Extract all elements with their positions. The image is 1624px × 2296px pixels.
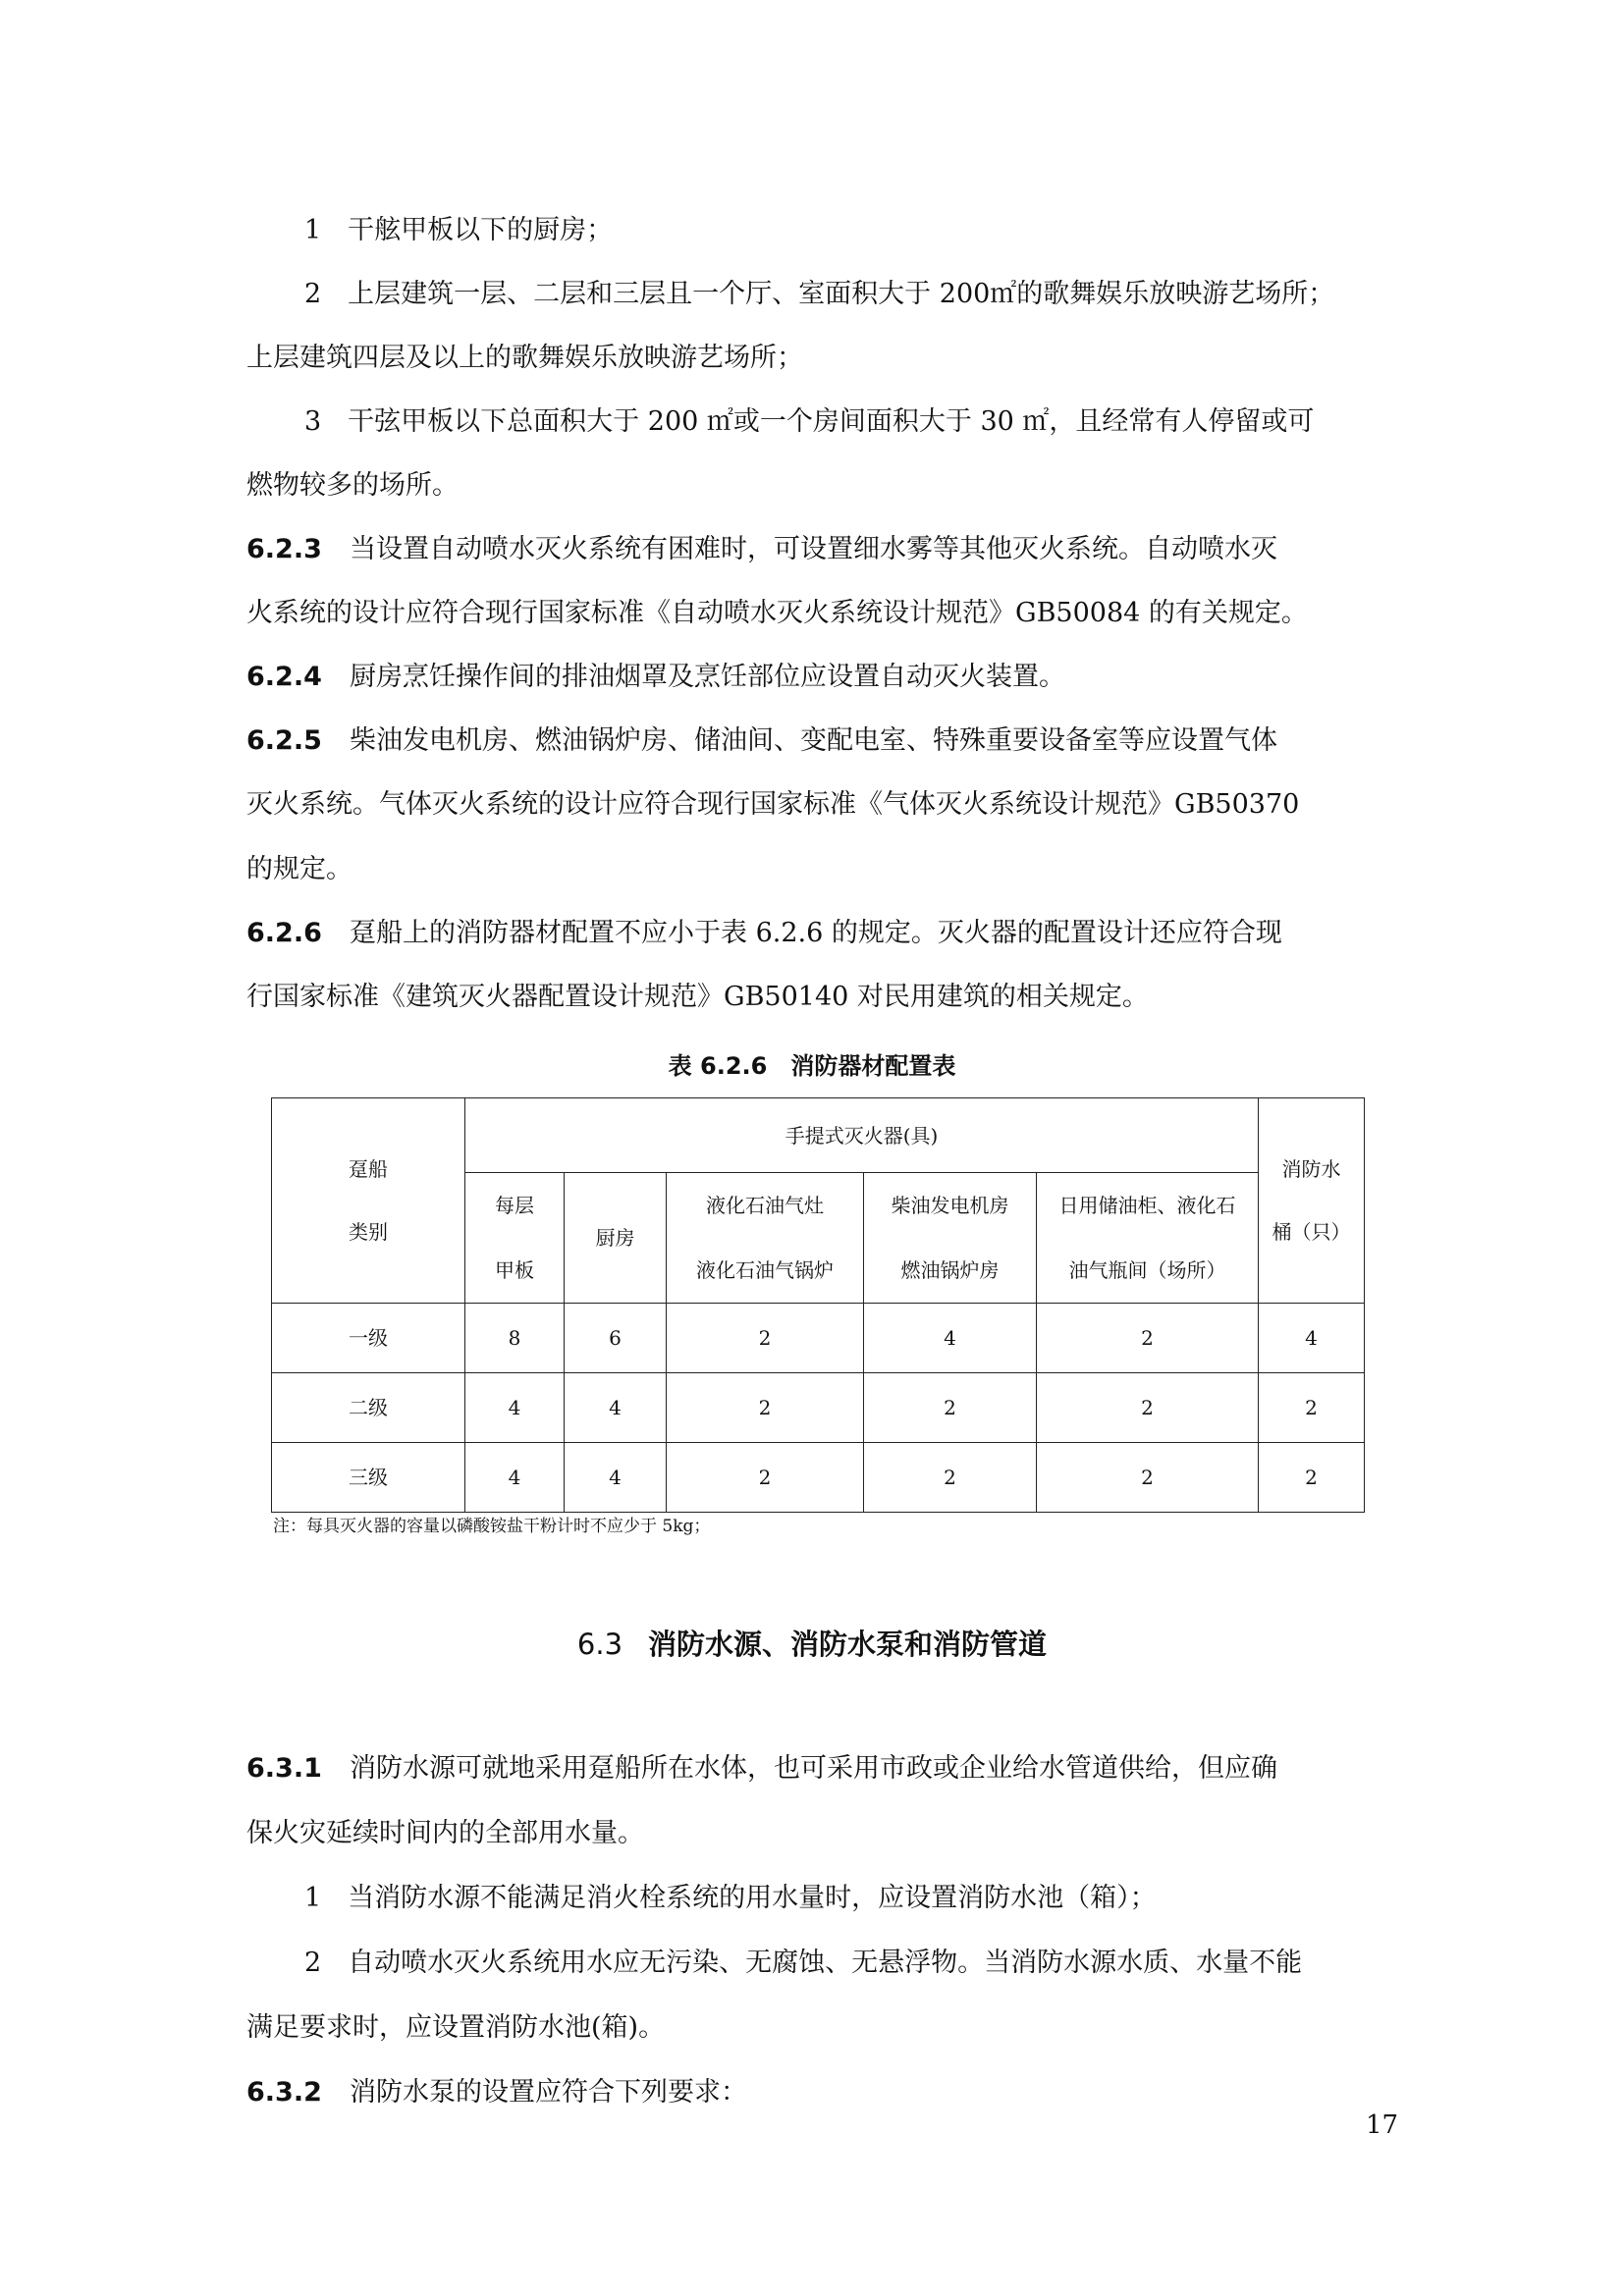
clause-6-2-6-line-1 <box>246 914 1282 953</box>
section-title: 消防水源、消防水泵和消防管道 <box>648 1628 1048 1661</box>
clause-text: 趸船上的消防器材配置不应小于表 6.2.6 的规定。灭火器的配置设计还应符合现 <box>350 918 1282 948</box>
clause-6-2-3-line-2: 火系统的设计应符合现行国家标准《自动喷水灭火系统设计规范》GB50084 的有关规定。 <box>246 598 1308 628</box>
table-row <box>272 1373 1365 1443</box>
cell-diesel: 2 <box>864 1443 1037 1513</box>
fire-equipment-table <box>271 1097 1365 1513</box>
cell-kitchen: 6 <box>565 1304 667 1373</box>
cell-deck: 4 <box>465 1373 565 1443</box>
cell-diesel: 4 <box>864 1304 1037 1373</box>
cell-grade: 二级 <box>272 1373 465 1443</box>
cell-tank: 2 <box>1037 1373 1259 1443</box>
clause-6-2-5-line-3: 的规定。 <box>246 854 352 884</box>
clause-6-3-2 <box>246 2073 747 2112</box>
table-note: 注：每具灭火器的容量以磷酸铵盐干粉计时不应少于 5kg； <box>273 1517 711 1536</box>
clause-number: 6.2.6 <box>246 918 322 948</box>
item-3-line-1: 3 干弦甲板以下总面积大于 200 ㎡或一个房间面积大于 30 ㎡，且经常有人停留或可 <box>304 406 1315 437</box>
clause-6-3-1-line-2: 保火灾延续时间内的全部用水量。 <box>246 1818 644 1848</box>
cell-lpg: 2 <box>667 1373 864 1443</box>
page-number: 17 <box>1366 2110 1399 2140</box>
clause-number: 6.3.1 <box>246 1753 322 1784</box>
cell-bucket: 2 <box>1259 1373 1365 1443</box>
clause-6-2-3-line-1 <box>246 530 1277 569</box>
table-caption: 表 6.2.6 消防器材配置表 <box>668 1052 956 1080</box>
clause-text: 消防水泵的设置应符合下列要求： <box>350 2077 747 2108</box>
clause-6-3-1-line-1 <box>246 1749 1277 1789</box>
header-fire-bucket: 消防水 桶（只） <box>1259 1098 1365 1304</box>
clause-6-2-5-line-2: 灭火系统。气体灭火系统的设计应符合现行国家标准《气体灭火系统设计规范》GB50370 <box>246 789 1300 820</box>
header-kitchen: 厨房 <box>565 1173 667 1304</box>
cell-grade: 一级 <box>272 1304 465 1373</box>
cell-lpg: 2 <box>667 1443 864 1513</box>
cell-grade: 三级 <box>272 1443 465 1513</box>
cell-tank: 2 <box>1037 1443 1259 1513</box>
cell-bucket: 4 <box>1259 1304 1365 1373</box>
clause-number: 6.2.4 <box>246 662 322 692</box>
item-6-3-1-1: 1 当消防水源不能满足消火栓系统的用水量时，应设置消防水池（箱）； <box>304 1883 1157 1913</box>
clause-text: 消防水源可就地采用趸船所在水体，也可采用市政或企业给水管道供给，但应确 <box>350 1753 1277 1784</box>
cell-deck: 8 <box>465 1304 565 1373</box>
item-2-line-1: 2 上层建筑一层、二层和三层且一个厅、室面积大于 200㎡的歌舞娱乐放映游艺场所； <box>304 279 1335 309</box>
cell-tank: 2 <box>1037 1304 1259 1373</box>
item-6-3-1-2-line-1: 2 自动喷水灭火系统用水应无污染、无腐蚀、无悬浮物。当消防水源水质、水量不能 <box>304 1948 1303 1978</box>
header-vessel-class: 趸船 类别 <box>272 1098 465 1304</box>
item-2-line-2: 上层建筑四层及以上的歌舞娱乐放映游艺场所； <box>246 343 803 373</box>
cell-bucket: 2 <box>1259 1443 1365 1513</box>
cell-kitchen: 4 <box>565 1373 667 1443</box>
header-diesel: 柴油发电机房 燃油锅炉房 <box>864 1173 1037 1304</box>
cell-kitchen: 4 <box>565 1443 667 1513</box>
section-number: 6.3 <box>576 1628 623 1661</box>
clause-6-2-5-line-1 <box>246 721 1277 761</box>
header-per-deck: 每层 甲板 <box>465 1173 565 1304</box>
header-oil-tank: 日用储油柜、液化石 油气瓶间（场所） <box>1037 1173 1259 1304</box>
cell-deck: 4 <box>465 1443 565 1513</box>
clause-6-2-6-line-2: 行国家标准《建筑灭火器配置设计规范》GB50140 对民用建筑的相关规定。 <box>246 982 1149 1012</box>
cell-diesel: 2 <box>864 1373 1037 1443</box>
clause-number: 6.3.2 <box>246 2077 322 2108</box>
item-6-3-1-2-line-2: 满足要求时，应设置消防水池(箱)。 <box>246 2012 666 2043</box>
clause-number: 6.2.5 <box>246 725 322 756</box>
clause-text: 当设置自动喷水灭火系统有困难时，可设置细水雾等其他灭火系统。自动喷水灭 <box>350 534 1277 564</box>
clause-number: 6.2.3 <box>246 534 322 564</box>
clause-text: 厨房烹饪操作间的排油烟罩及烹饪部位应设置自动灭火装置。 <box>350 662 1065 692</box>
section-heading <box>0 1623 1624 1663</box>
table-row <box>272 1443 1365 1513</box>
item-3-line-2: 燃物较多的场所。 <box>246 470 459 501</box>
item-1-kitchen: 1 干舷甲板以下的厨房； <box>304 215 614 245</box>
header-lpg: 液化石油气灶 液化石油气锅炉 <box>667 1173 864 1304</box>
clause-6-2-4 <box>246 658 1065 697</box>
header-portable-extinguishers: 手提式灭火器(具) <box>465 1098 1259 1173</box>
table-row <box>272 1304 1365 1373</box>
cell-lpg: 2 <box>667 1304 864 1373</box>
clause-text: 柴油发电机房、燃油锅炉房、储油间、变配电室、特殊重要设备室等应设置气体 <box>350 725 1277 756</box>
